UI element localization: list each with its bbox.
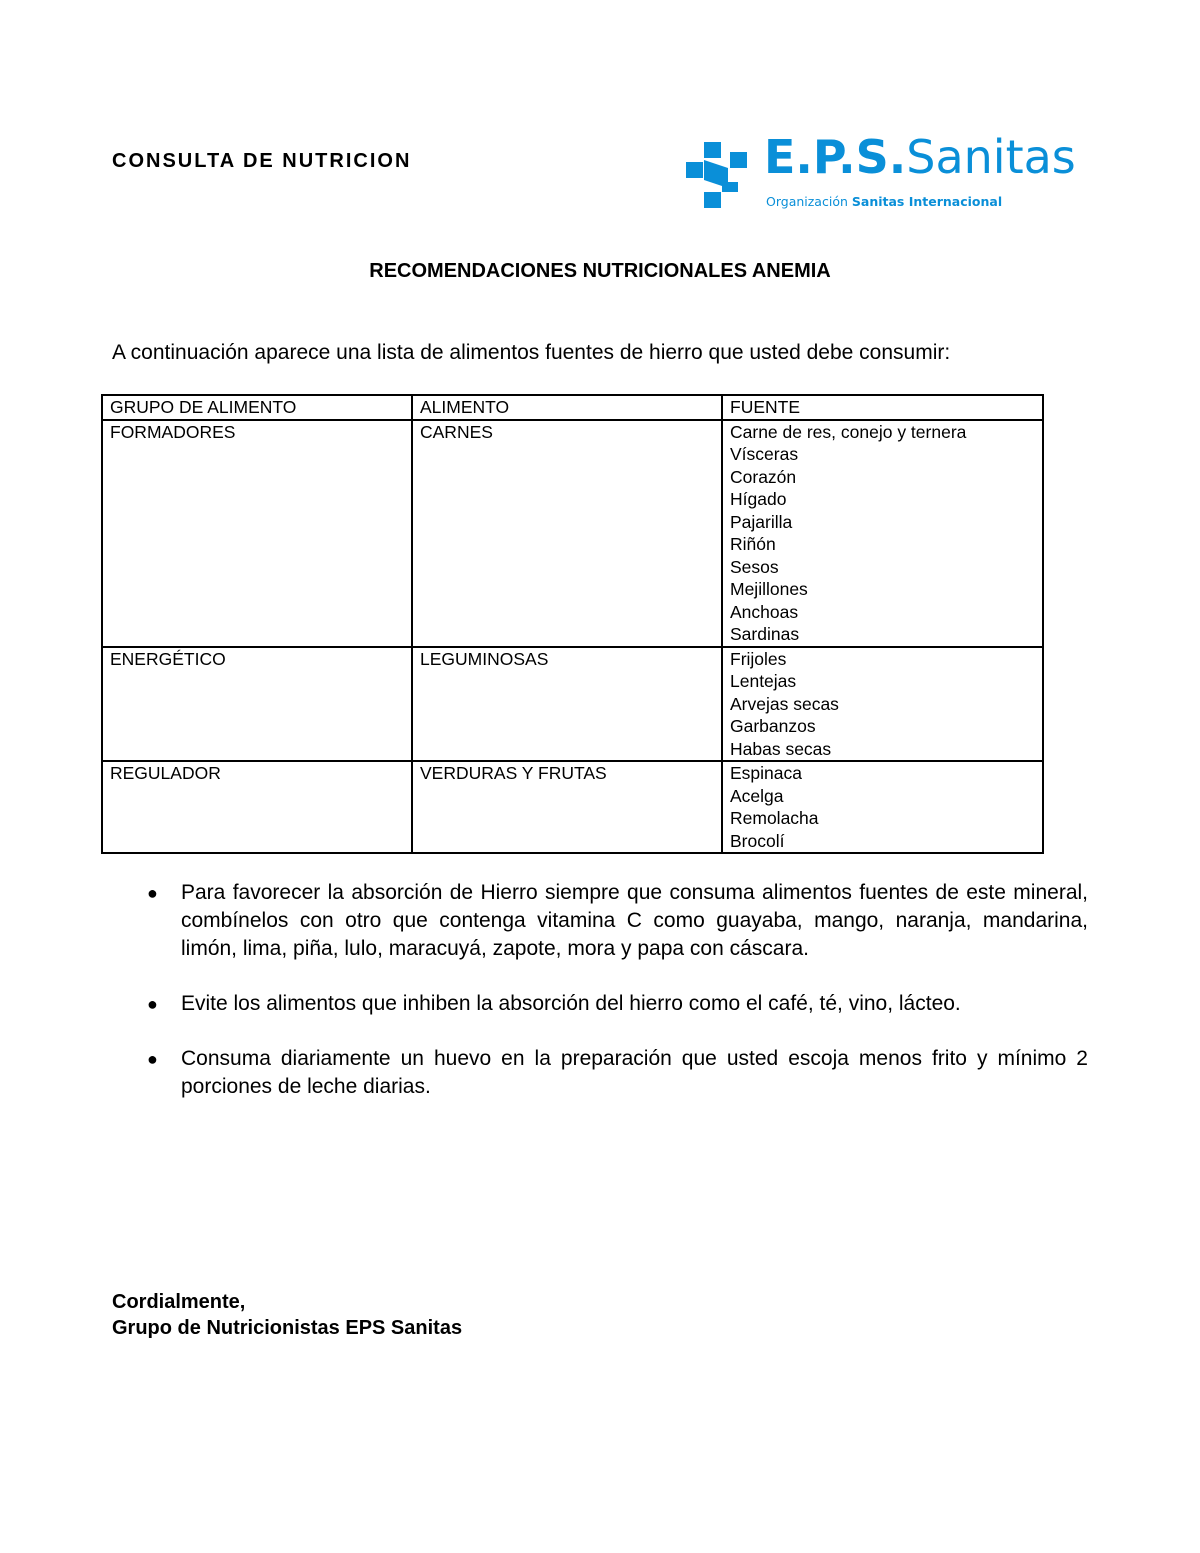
logo-sanitas-text: Sanitas: [906, 130, 1076, 184]
logo-tagline-light: Organización: [766, 194, 848, 209]
bullet-icon: ●: [147, 994, 158, 1014]
table-row: [102, 420, 1043, 647]
fuente-item: Brocolí: [730, 830, 785, 851]
bullet-icon: ●: [147, 883, 158, 903]
fuente-item: Sesos: [730, 556, 779, 577]
recommendation-item: [110, 879, 1088, 963]
fuente-item: Vísceras: [730, 444, 799, 464]
closing-salutation: Cordialmente,: [112, 1291, 246, 1313]
consulta-heading: CONSULTA DE NUTRICION: [112, 150, 412, 172]
cell-fuente: [722, 420, 1043, 647]
cell-grupo: ENERGÉTICO: [102, 647, 412, 762]
recommendation-text: Consuma diariamente un huevo en la preparación que usted escoja menos frito y mínimo 2 porciones de leche diarias.: [181, 1047, 1088, 1098]
recommendations-list: [110, 879, 1088, 1128]
fuente-item: Hígado: [730, 489, 787, 509]
recommendation-text: Para favorecer la absorción de Hierro siempre que consuma alimentos fuentes de este mineral, combínelos con otro que contenga vitamina C como guayaba, mango, naranja, mandarina, limón, lima, piña, lulo, maracuyá, zapote, mora y papa con cáscara.: [181, 881, 1088, 960]
table-row: [102, 761, 1043, 853]
fuente-item: Remolacha: [730, 808, 819, 828]
header-grupo: GRUPO DE ALIMENTO: [102, 395, 412, 420]
logo-tagline: [766, 194, 1002, 209]
table-header-row: [102, 395, 1043, 420]
fuente-item: Sardinas: [730, 624, 800, 644]
cell-alimento: LEGUMINOSAS: [412, 647, 722, 762]
iron-foods-table: [101, 394, 1044, 854]
document-title: RECOMENDACIONES NUTRICIONALES ANEMIA: [369, 260, 831, 282]
fuente-item: Garbanzos: [730, 716, 816, 736]
logo-eps-text: E.P.S.: [764, 130, 907, 184]
cell-fuente: [722, 647, 1043, 762]
intro-paragraph: A continuación aparece una lista de alimentos fuentes de hierro que usted debe consumir:: [112, 341, 951, 364]
logo-tagline-bold: Sanitas Internacional: [851, 194, 1003, 209]
fuente-item: Acelga: [730, 785, 784, 806]
bullet-icon: ●: [147, 1049, 158, 1069]
recommendation-item: [110, 1045, 1088, 1101]
fuente-item: Corazón: [730, 466, 797, 487]
fuente-item: Arvejas secas: [730, 693, 839, 714]
closing-signature: [112, 1289, 462, 1341]
closing-signatory: Grupo de Nutricionistas EPS Sanitas: [112, 1317, 463, 1339]
cell-grupo: REGULADOR: [102, 761, 412, 853]
fuente-item: Carne de res, conejo y ternera: [730, 421, 967, 442]
recommendation-item: [110, 990, 1088, 1018]
cell-grupo: FORMADORES: [102, 420, 412, 647]
fuente-item: Lentejas: [730, 671, 797, 691]
fuente-item: Riñón: [730, 534, 776, 554]
fuente-item: Mejillones: [730, 579, 808, 599]
fuente-item: Habas secas: [730, 738, 832, 759]
table-row: [102, 647, 1043, 762]
fuente-item: Anchoas: [730, 601, 799, 622]
eps-sanitas-logo: [686, 130, 1096, 214]
fuente-item: Pajarilla: [730, 511, 793, 532]
cell-fuente: [722, 761, 1043, 853]
cell-alimento: CARNES: [412, 420, 722, 647]
logo-wordmark: [764, 130, 1076, 184]
header-alimento: ALIMENTO: [412, 395, 722, 420]
fuente-item: Espinaca: [730, 763, 802, 783]
sanitas-cross-icon: [686, 142, 748, 208]
fuente-item: Frijoles: [730, 648, 787, 669]
cell-alimento: VERDURAS Y FRUTAS: [412, 761, 722, 853]
header-fuente: FUENTE: [722, 395, 1043, 420]
recommendation-text: Evite los alimentos que inhiben la absorción del hierro como el café, té, vino, lácteo.: [181, 992, 961, 1015]
